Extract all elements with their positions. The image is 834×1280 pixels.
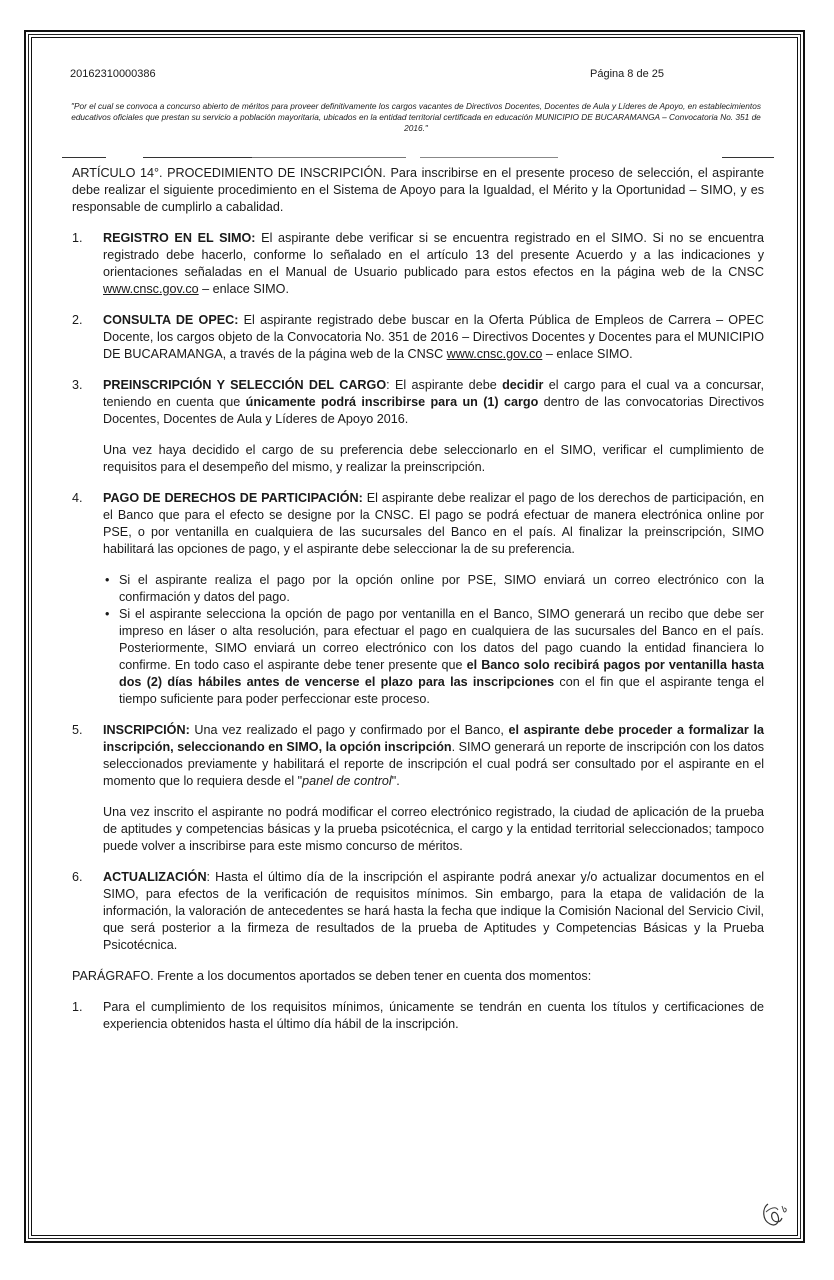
procedure-item-5 — [72, 722, 764, 855]
item-number: 5. — [72, 723, 83, 737]
paragrafo-item-1 — [72, 999, 764, 1033]
paragrafo — [72, 968, 764, 985]
item-text: Para el cumplimiento de los requisitos mínimos, únicamente se tendrán en cuenta los títulos y certificaciones de experiencia obtenidos hasta el último día hábil de la inscripción. — [103, 1000, 764, 1031]
item-text: el cargo para el cual va a concursar, teniendo en cuenta que — [103, 378, 764, 409]
item-text: : El aspirante debe — [386, 378, 503, 392]
paragrafo-title: PARÁGRAFO. — [72, 969, 154, 983]
item-number: 3. — [72, 378, 83, 392]
item-text: ". — [391, 774, 400, 788]
item-title: CONSULTA DE OPEC: — [103, 313, 239, 327]
item-number: 6. — [72, 870, 83, 884]
item-text: El aspirante debe realizar el pago de los derechos de participación, en el Banco que para el efecto se designe por la CNSC. El pago se podrá efectuar de manera electrónica online por PSE, o por ventanilla en cualquiera de las sucursales del Banco en el país. Al finalizar la preinscripción, SIMO habilitará las opciones de pago, y el aspirante debe seleccionar la de su preferencia. — [103, 491, 764, 556]
item-text: – enlace SIMO. — [542, 347, 633, 361]
cnsc-link[interactable]: www.cnsc.gov.co — [103, 282, 199, 296]
item-text: – enlace SIMO. — [198, 282, 289, 296]
bullet-icon: • — [105, 573, 110, 587]
payment-options-list — [103, 572, 764, 708]
page-number: Página 8 de 25 — [590, 68, 665, 80]
item-text: El aspirante registrado debe buscar en la Oferta Pública de Empleos de Carrera – OPEC Docente, los cargos objeto de la Convocatoria No. 351 de 2016 – Directivos Docentes y Docentes para el MUNICIPIO DE BUCARAMANGA, a través de la página web de la CNSC — [103, 313, 764, 361]
procedure-item-2 — [72, 312, 764, 363]
article-title: ARTÍCULO 14°. PROCEDIMIENTO DE INSCRIPCIÓN. — [72, 166, 386, 180]
document-body — [72, 165, 764, 1047]
item-emphasis: únicamente podrá inscribirse para un (1) cargo — [245, 395, 539, 409]
bullet-text: Si el aspirante selecciona la opción de pago por ventanilla en el Banco, SIMO generará un recibo que debe ser impreso en láser o alta resolución, para efectuar el pago en cualquiera de las sucursales del Banco en el país. Posteriormente, SIMO enviará un correo electrónico con los datos del pago cuando la entidad financiera lo confirme. En todo caso el aspirante debe tener presente que — [119, 607, 764, 672]
article-intro — [72, 165, 764, 216]
procedure-item-6 — [72, 869, 764, 954]
procedure-item-3 — [72, 377, 764, 476]
item-title: REGISTRO EN EL SIMO: — [103, 231, 256, 245]
bullet-item-ventanilla — [103, 606, 764, 708]
item-sub-paragraph: Una vez inscrito el aspirante no podrá modificar el correo electrónico registrado, la ciudad de aplicación de la prueba de aptitudes y competencias básicas y la prueba psicotécnica, el cargo y la entidad territorial seleccionados; tampoco puede volver a inscribirse para este mismo concurso de méritos. — [103, 805, 764, 853]
item-text: . SIMO generará un reporte de inscripción con los datos seleccionados previamente y habilitará el reporte de inscripción el cual podrá ser consultado por el aspirante en el momento que lo requiera desde el " — [103, 740, 765, 788]
document-id: 20162310000386 — [70, 68, 156, 80]
item-text: El aspirante debe verificar si se encuentra registrado en el SIMO. Si no se encuentra registrado debe hacerlo, conforme lo señalado en el artículo 13 del presente Acuerdo y a las indicaciones y orientaciones señaladas en el Manual de Usuario publicado para estos efectos en la página web de la CNSC — [103, 231, 764, 279]
item-emphasis: el aspirante debe proceder a formalizar la inscripción, seleccionando en SIMO, la opción inscripción — [103, 723, 765, 754]
item-title: PREINSCRIPCIÓN Y SELECCIÓN DEL CARGO — [103, 378, 387, 392]
article-intro-text: Para inscribirse en el presente proceso de selección, el aspirante debe realizar el siguiente procedimiento en el Sistema de Apoyo para la Igualdad, el Mérito y la Oportunidad – SIMO, y es responsable de cumplirlo a cabalidad. — [72, 166, 764, 214]
bullet-text: con el fin que el aspirante tenga el tiempo suficiente para poder perfeccionar este proceso. — [119, 675, 764, 706]
cnsc-link[interactable]: www.cnsc.gov.co — [446, 347, 543, 361]
resolution-subtitle: "Por el cual se convoca a concurso abierto de méritos para proveer definitivamente los cargos vacantes de Directivos Docentes, Docentes de Aula y Líderes de Apoyo, en establecimientos educativos oficiales que prestan su servicio a población mayoritaria, ubicados en la entidad territorial certificada en educación MUNICIPIO DE BUCARAMANGA – Convocatoria No. 351 de 2016." — [71, 101, 761, 133]
item-text: : Hasta el último día de la inscripción el aspirante podrá anexar y/o actualizar documentos en el SIMO, para efectos de la verificación de requisitos mínimos. Sin embargo, para la etapa de validación de la información, la valoración de antecedentes se hará hasta la fecha que indique la Comisión Nacional del Servicio Civil, que será posterior a la firmeza de resultados de la prueba de Aptitudes y Competencias Básicas y la Prueba Psicotécnica. — [103, 870, 764, 952]
separator-line — [252, 157, 406, 158]
procedure-item-1 — [72, 230, 764, 298]
item-italic: panel de control — [302, 774, 392, 788]
item-text: Una vez realizado el pago y confirmado por el Banco, — [189, 723, 509, 737]
signature-initials-icon — [760, 1198, 790, 1230]
bullet-emphasis: el Banco solo recibirá pagos por ventanilla hasta dos (2) días hábiles antes de vencerse el plazo para las inscripciones — [119, 658, 764, 689]
separator-line — [62, 157, 106, 158]
separator-line — [420, 157, 558, 158]
item-title: PAGO DE DERECHOS DE PARTICIPACIÓN: — [103, 491, 363, 505]
item-text: dentro de las convocatorias Directivos Docentes, Docentes de Aula y Líderes de Apoyo 2016. — [103, 395, 764, 426]
bullet-icon: • — [105, 607, 110, 621]
bullet-text: Si el aspirante realiza el pago por la opción online por PSE, SIMO enviará un correo electrónico con la confirmación y datos del pago. — [119, 573, 764, 604]
item-number: 1. — [72, 1000, 83, 1014]
item-sub-paragraph: Una vez haya decidido el cargo de su preferencia debe seleccionarlo en el SIMO, verificar el cumplimiento de requisitos para el desempeño del mismo, y realizar la preinscripción. — [103, 443, 764, 474]
item-title: INSCRIPCIÓN: — [103, 723, 190, 737]
item-number: 4. — [72, 491, 83, 505]
item-emphasis: decidir — [502, 378, 544, 392]
procedure-item-4 — [72, 490, 764, 708]
item-number: 2. — [72, 313, 83, 327]
item-number: 1. — [72, 231, 83, 245]
separator-line — [722, 157, 774, 158]
item-title: ACTUALIZACIÓN — [103, 870, 207, 884]
bullet-item-pse — [103, 572, 764, 606]
paragrafo-text: Frente a los documentos aportados se deben tener en cuenta dos momentos: — [153, 969, 592, 983]
